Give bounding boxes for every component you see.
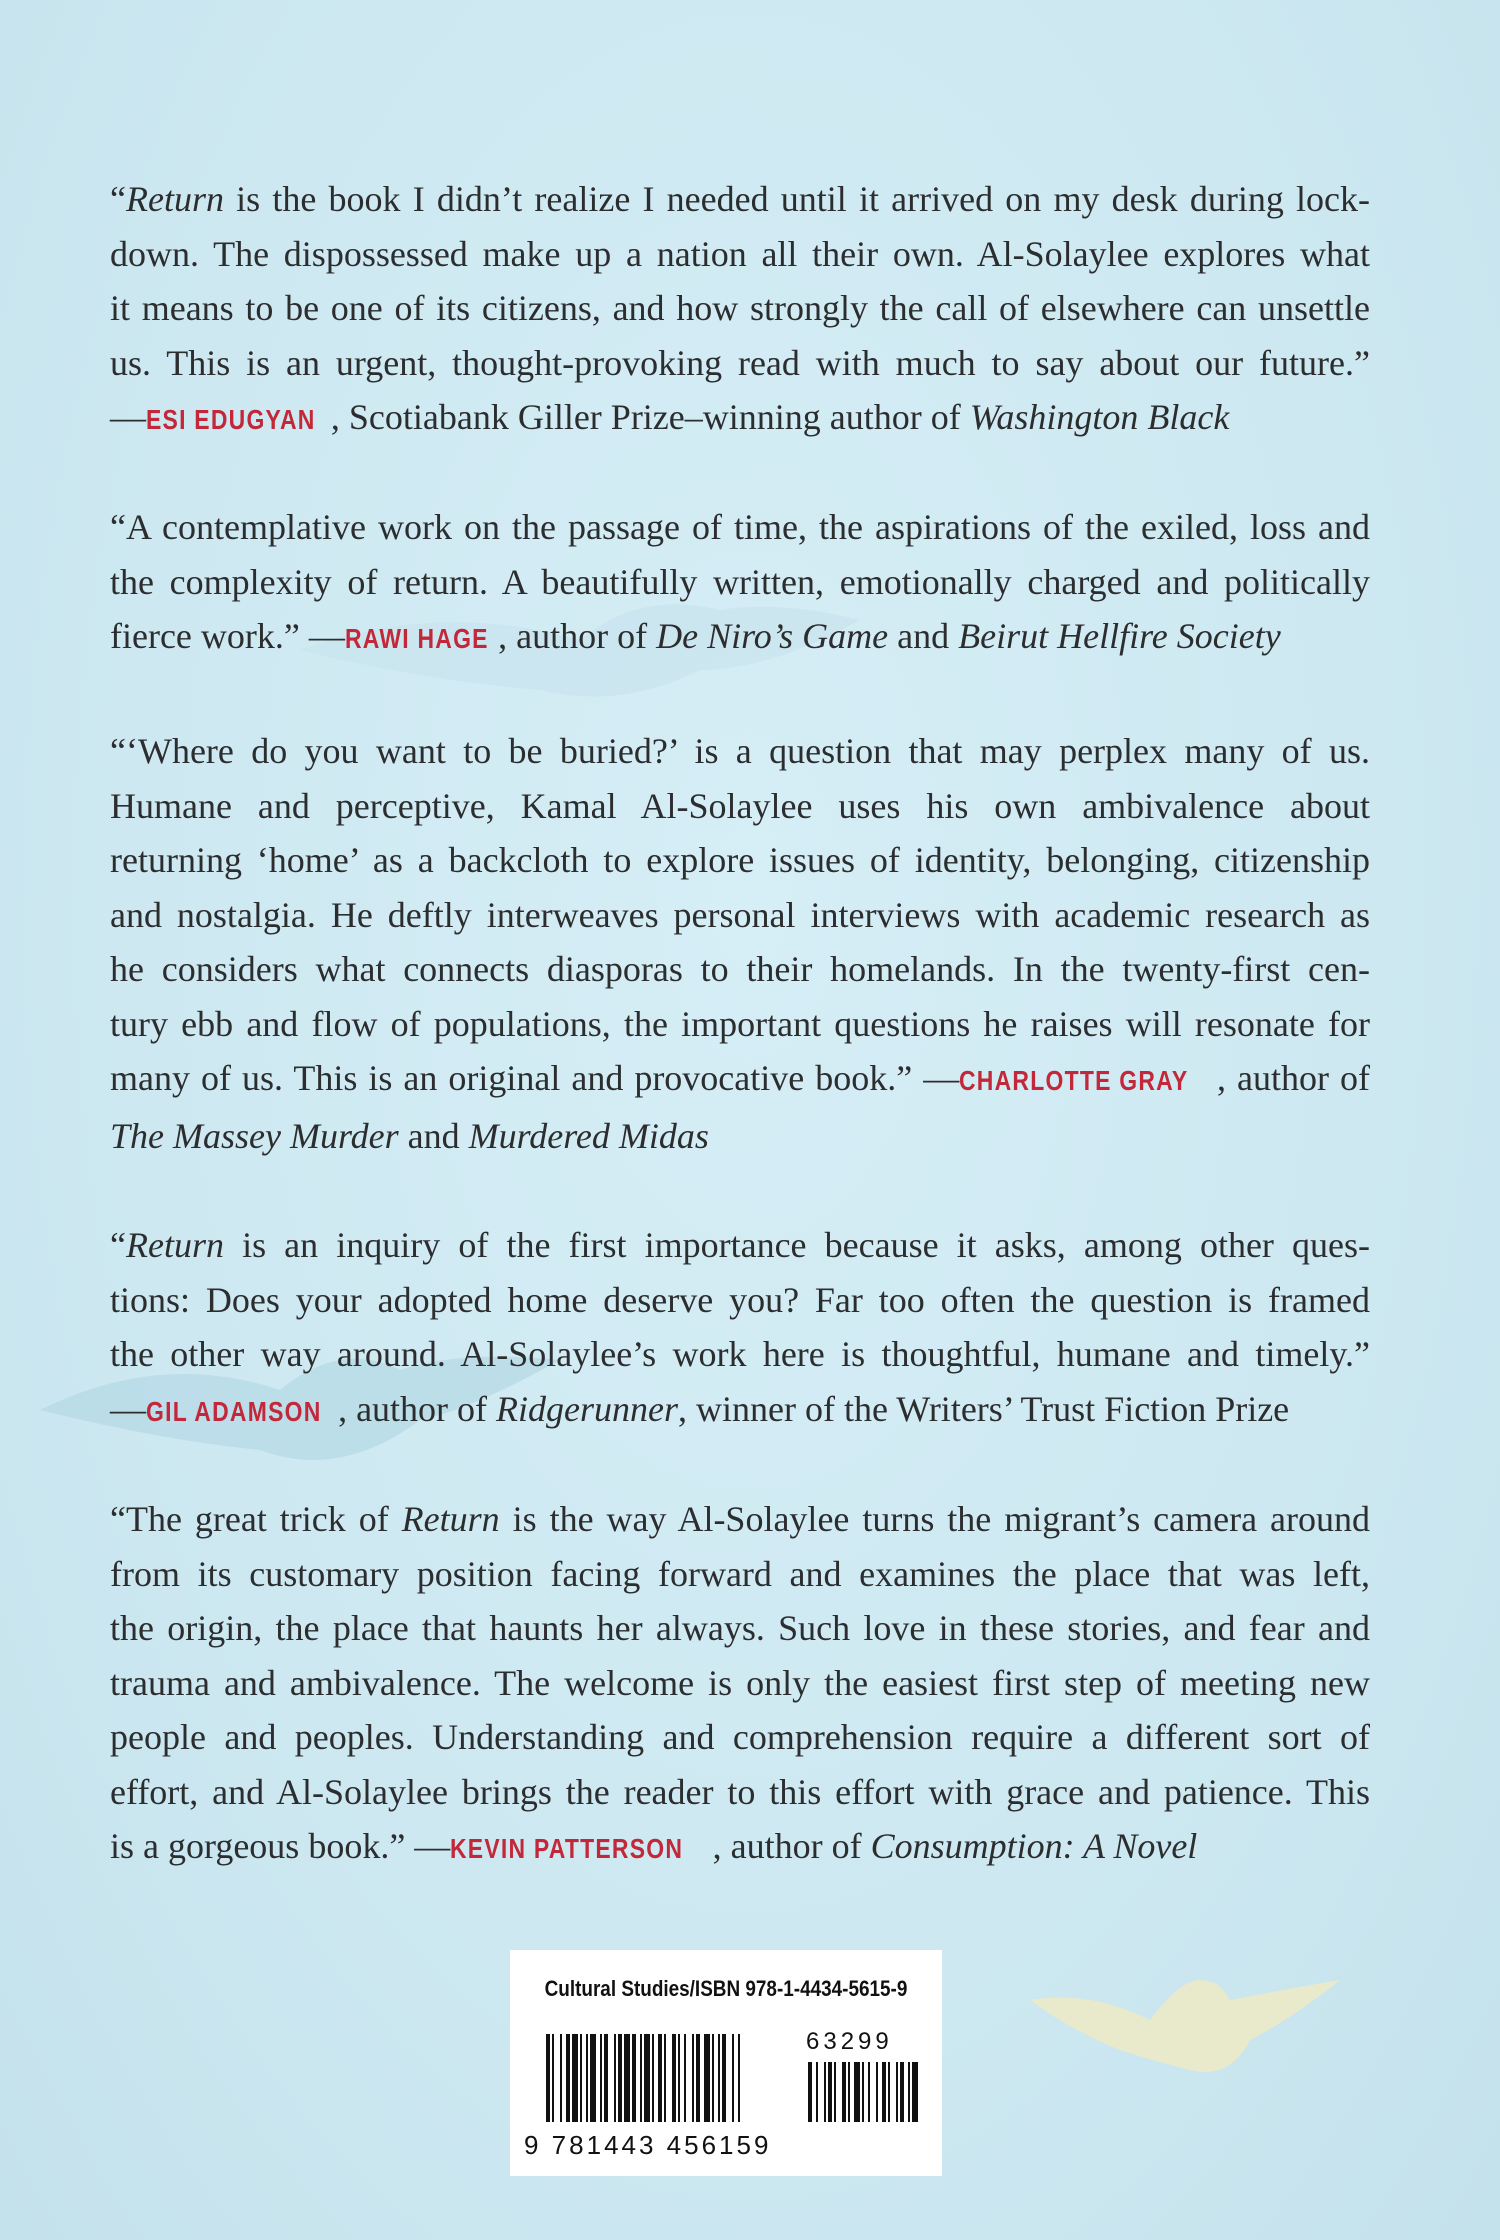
barcode-addon-bar bbox=[824, 2062, 826, 2122]
blurb-text: down. The dispossessed make up a nation all their own. Al-Solaylee explores what bbox=[110, 233, 1370, 274]
barcode-bar bbox=[560, 2034, 562, 2122]
barcode-addon-bar bbox=[908, 2062, 910, 2122]
book-title: Return bbox=[125, 1225, 224, 1265]
blurb-text: “ bbox=[110, 1225, 126, 1265]
blurb-line bbox=[110, 1656, 1370, 1711]
book-title: Return bbox=[125, 179, 224, 219]
blurb-line bbox=[110, 779, 1370, 834]
blurb-author-name: ESI EDUGYAN bbox=[146, 404, 316, 435]
book-title: Murdered Midas bbox=[468, 1115, 709, 1156]
blurb-text: is an inquiry of the first importance because it asks, among other ques- bbox=[223, 1225, 1370, 1265]
blurb-text: , author of bbox=[498, 616, 657, 656]
barcode-bar bbox=[672, 2034, 676, 2122]
blurb-text: he considers what connects diasporas to their homelands. In the twenty-first cen- bbox=[110, 949, 1370, 989]
blurb-author-name: RAWI HAGE bbox=[344, 623, 489, 654]
blurb-text: and nostalgia. He deftly interweaves personal interviews with academic research as bbox=[110, 894, 1370, 935]
barcode-addon-bar bbox=[828, 2062, 832, 2122]
barcode-bar bbox=[614, 2034, 616, 2122]
barcode-addon-bar bbox=[882, 2062, 886, 2122]
barcode-bar bbox=[692, 2034, 694, 2122]
barcode-bar bbox=[712, 2034, 714, 2122]
blurb-text: , author of bbox=[1217, 1058, 1370, 1098]
blurb-line bbox=[110, 1547, 1370, 1602]
barcode-addon-bar bbox=[868, 2062, 870, 2122]
barcode-addon-bar bbox=[854, 2062, 860, 2122]
blurb-text: tury ebb and flow of populations, the important questions he raises will resonate for bbox=[110, 1003, 1370, 1044]
barcode-bar bbox=[640, 2034, 642, 2122]
blurb-line bbox=[110, 1601, 1370, 1656]
blurb-text: people and peoples. Understanding and comprehension require a different sort of bbox=[110, 1717, 1370, 1757]
barcode-bar bbox=[696, 2034, 700, 2122]
blurb-author-name: KEVIN PATTERSON bbox=[450, 1833, 684, 1864]
blurb-text: , Scotiabank Giller Prize–winning author of bbox=[330, 397, 970, 437]
barcode-bar bbox=[590, 2034, 596, 2122]
barcode-bar bbox=[632, 2034, 636, 2122]
barcode-bar bbox=[552, 2034, 554, 2122]
barcode-addon-bar bbox=[896, 2062, 898, 2122]
blurb-text: the origin, the place that haunts her always. Such love in these stories, and fear and bbox=[110, 1608, 1370, 1648]
barcode-addon-bar bbox=[848, 2062, 850, 2122]
book-title: Beirut Hellfire Society bbox=[958, 616, 1281, 656]
blurb-text: from its customary position facing forward and examines the place that was left, bbox=[110, 1553, 1370, 1594]
blurb-rawi-hage bbox=[110, 500, 1370, 667]
blurb-text: fierce work.” — bbox=[110, 616, 345, 656]
blurb-text: “ bbox=[110, 179, 126, 219]
blurb-line bbox=[110, 833, 1370, 888]
blurb-text: effort, and Al-Solaylee brings the reader to this effort with grace and patience. This bbox=[110, 1771, 1370, 1812]
barcode-addon-bar bbox=[888, 2062, 890, 2122]
blurb-line bbox=[110, 1327, 1370, 1382]
blurb-line bbox=[110, 1109, 1370, 1164]
blurb-esi-edugyan bbox=[110, 172, 1370, 448]
barcode-bar bbox=[678, 2034, 680, 2122]
barcode-addon-bar bbox=[808, 2062, 812, 2122]
blurb-line bbox=[110, 1273, 1370, 1328]
blurb-line bbox=[110, 609, 1370, 667]
blurb-text: many of us. This is an original and provocative book.” — bbox=[110, 1058, 960, 1098]
blurb-text: Humane and perceptive, Kamal Al-Solaylee uses his own ambivalence about bbox=[110, 785, 1370, 826]
barcode-bar bbox=[600, 2034, 602, 2122]
blurb-text: is a gorgeous book.” — bbox=[110, 1826, 451, 1866]
faded-bird-right-illustration bbox=[1030, 1960, 1340, 2100]
barcode-bar bbox=[704, 2034, 710, 2122]
barcode-addon-bar bbox=[834, 2062, 836, 2122]
blurb-line bbox=[110, 390, 1370, 448]
blurb-gil-adamson bbox=[110, 1218, 1370, 1439]
blurb-text: the complexity of return. A beautifully written, emotionally charged and politically bbox=[110, 561, 1370, 602]
blurb-line bbox=[110, 724, 1370, 779]
blurb-text: — bbox=[110, 1388, 146, 1429]
barcode-addon-digits: 63299 bbox=[806, 2028, 893, 2055]
blurb-line bbox=[110, 997, 1370, 1052]
blurb-text: the other way around. Al-Solaylee’s work here is thoughtful, humane and timely.” bbox=[110, 1334, 1370, 1374]
blurb-author-name: GIL ADAMSON bbox=[146, 1395, 322, 1427]
blurb-text: returning ‘home’ as a backcloth to explore issues of identity, belonging, citizenship bbox=[110, 840, 1370, 880]
barcode-addon-bar bbox=[900, 2062, 904, 2122]
barcode-addon-bar bbox=[842, 2062, 846, 2122]
blurb-line bbox=[110, 1051, 1370, 1109]
barcode-addon-bar bbox=[876, 2062, 878, 2122]
blurb-line bbox=[110, 888, 1370, 943]
barcode-bar bbox=[684, 2034, 686, 2122]
barcode-bar bbox=[722, 2034, 726, 2122]
blurb-text: is the way Al-Solaylee turns the migrant’s camera around bbox=[499, 1499, 1370, 1539]
blurb-kevin-patterson bbox=[110, 1492, 1370, 1877]
isbn-label: Cultural Studies/ISBN 978-1-4434-5615-9 bbox=[544, 1976, 908, 2001]
book-title: Return bbox=[401, 1499, 500, 1539]
blurb-text: us. This is an urgent, thought-provoking read with much to say about our future.” bbox=[110, 342, 1370, 383]
book-title: The Massey Murder bbox=[110, 1115, 399, 1156]
blurb-text: “‘Where do you want to be buried?’ is a question that may perplex many of us. bbox=[110, 731, 1370, 771]
blurb-line bbox=[110, 1382, 1370, 1440]
blurb-charlotte-gray bbox=[110, 724, 1370, 1163]
blurb-text: trauma and ambivalence. The welcome is only the easiest first step of meeting new bbox=[110, 1662, 1370, 1703]
barcode-bar bbox=[732, 2034, 734, 2122]
barcode-bar bbox=[664, 2034, 666, 2122]
barcode-addon-bar bbox=[862, 2062, 864, 2122]
blurb-text: , winner of the Writers’ Trust Fiction Prize bbox=[678, 1388, 1290, 1429]
book-title: De Niro’s Game bbox=[656, 616, 889, 656]
barcode-bar bbox=[586, 2034, 588, 2122]
blurb-text: is the book I didn’t realize I needed until it arrived on my desk during lock- bbox=[223, 179, 1370, 219]
barcode-bar bbox=[658, 2034, 662, 2122]
blurb-line bbox=[110, 1819, 1370, 1877]
barcode-bar bbox=[718, 2034, 720, 2122]
barcode-bar bbox=[566, 2034, 570, 2122]
blurb-line bbox=[110, 281, 1370, 336]
blurb-line bbox=[110, 1710, 1370, 1765]
barcode-bar bbox=[738, 2034, 740, 2122]
barcode-bar bbox=[604, 2034, 608, 2122]
barcode-digits: 9 781443 456159 bbox=[524, 2130, 772, 2160]
blurb-text: — bbox=[110, 397, 146, 437]
barcode-bar bbox=[624, 2034, 630, 2122]
book-title: Washington Black bbox=[969, 397, 1230, 437]
barcode-bar bbox=[580, 2034, 582, 2122]
isbn-barcode-sticker bbox=[510, 1950, 942, 2176]
blurb-text: , author of bbox=[338, 1388, 497, 1429]
book-title: Ridgerunner bbox=[496, 1388, 678, 1429]
blurb-author-name: CHARLOTTE GRAY bbox=[959, 1065, 1189, 1096]
barcode-addon-bar bbox=[816, 2062, 818, 2122]
blurb-line bbox=[110, 555, 1370, 610]
barcode-addon-bar bbox=[912, 2062, 918, 2122]
blurb-text: “A contemplative work on the passage of time, the aspirations of the exiled, loss and bbox=[110, 507, 1370, 547]
barcode-bar bbox=[644, 2034, 650, 2122]
blurb-line bbox=[110, 336, 1370, 391]
blurb-text: it means to be one of its citizens, and how strongly the call of elsewhere can unsettle bbox=[110, 288, 1370, 328]
barcode-bar bbox=[618, 2034, 622, 2122]
blurb-line bbox=[110, 172, 1370, 227]
blurb-line bbox=[110, 227, 1370, 282]
blurb-text: “The great trick of bbox=[110, 1499, 402, 1539]
blurb-text: and bbox=[398, 1115, 469, 1156]
blurb-line bbox=[110, 1765, 1370, 1820]
blurb-text: and bbox=[888, 616, 959, 656]
blurb-text: , author of bbox=[712, 1826, 871, 1866]
barcode-bar bbox=[572, 2034, 578, 2122]
barcode-bar bbox=[652, 2034, 654, 2122]
blurb-text: tions: Does your adopted home deserve you? Far too often the question is framed bbox=[110, 1279, 1370, 1320]
blurb-line bbox=[110, 942, 1370, 997]
barcode-bar bbox=[546, 2034, 550, 2122]
book-title: Consumption: A Novel bbox=[870, 1826, 1198, 1866]
blurb-line bbox=[110, 1492, 1370, 1547]
blurb-line bbox=[110, 500, 1370, 555]
blurb-line bbox=[110, 1218, 1370, 1273]
